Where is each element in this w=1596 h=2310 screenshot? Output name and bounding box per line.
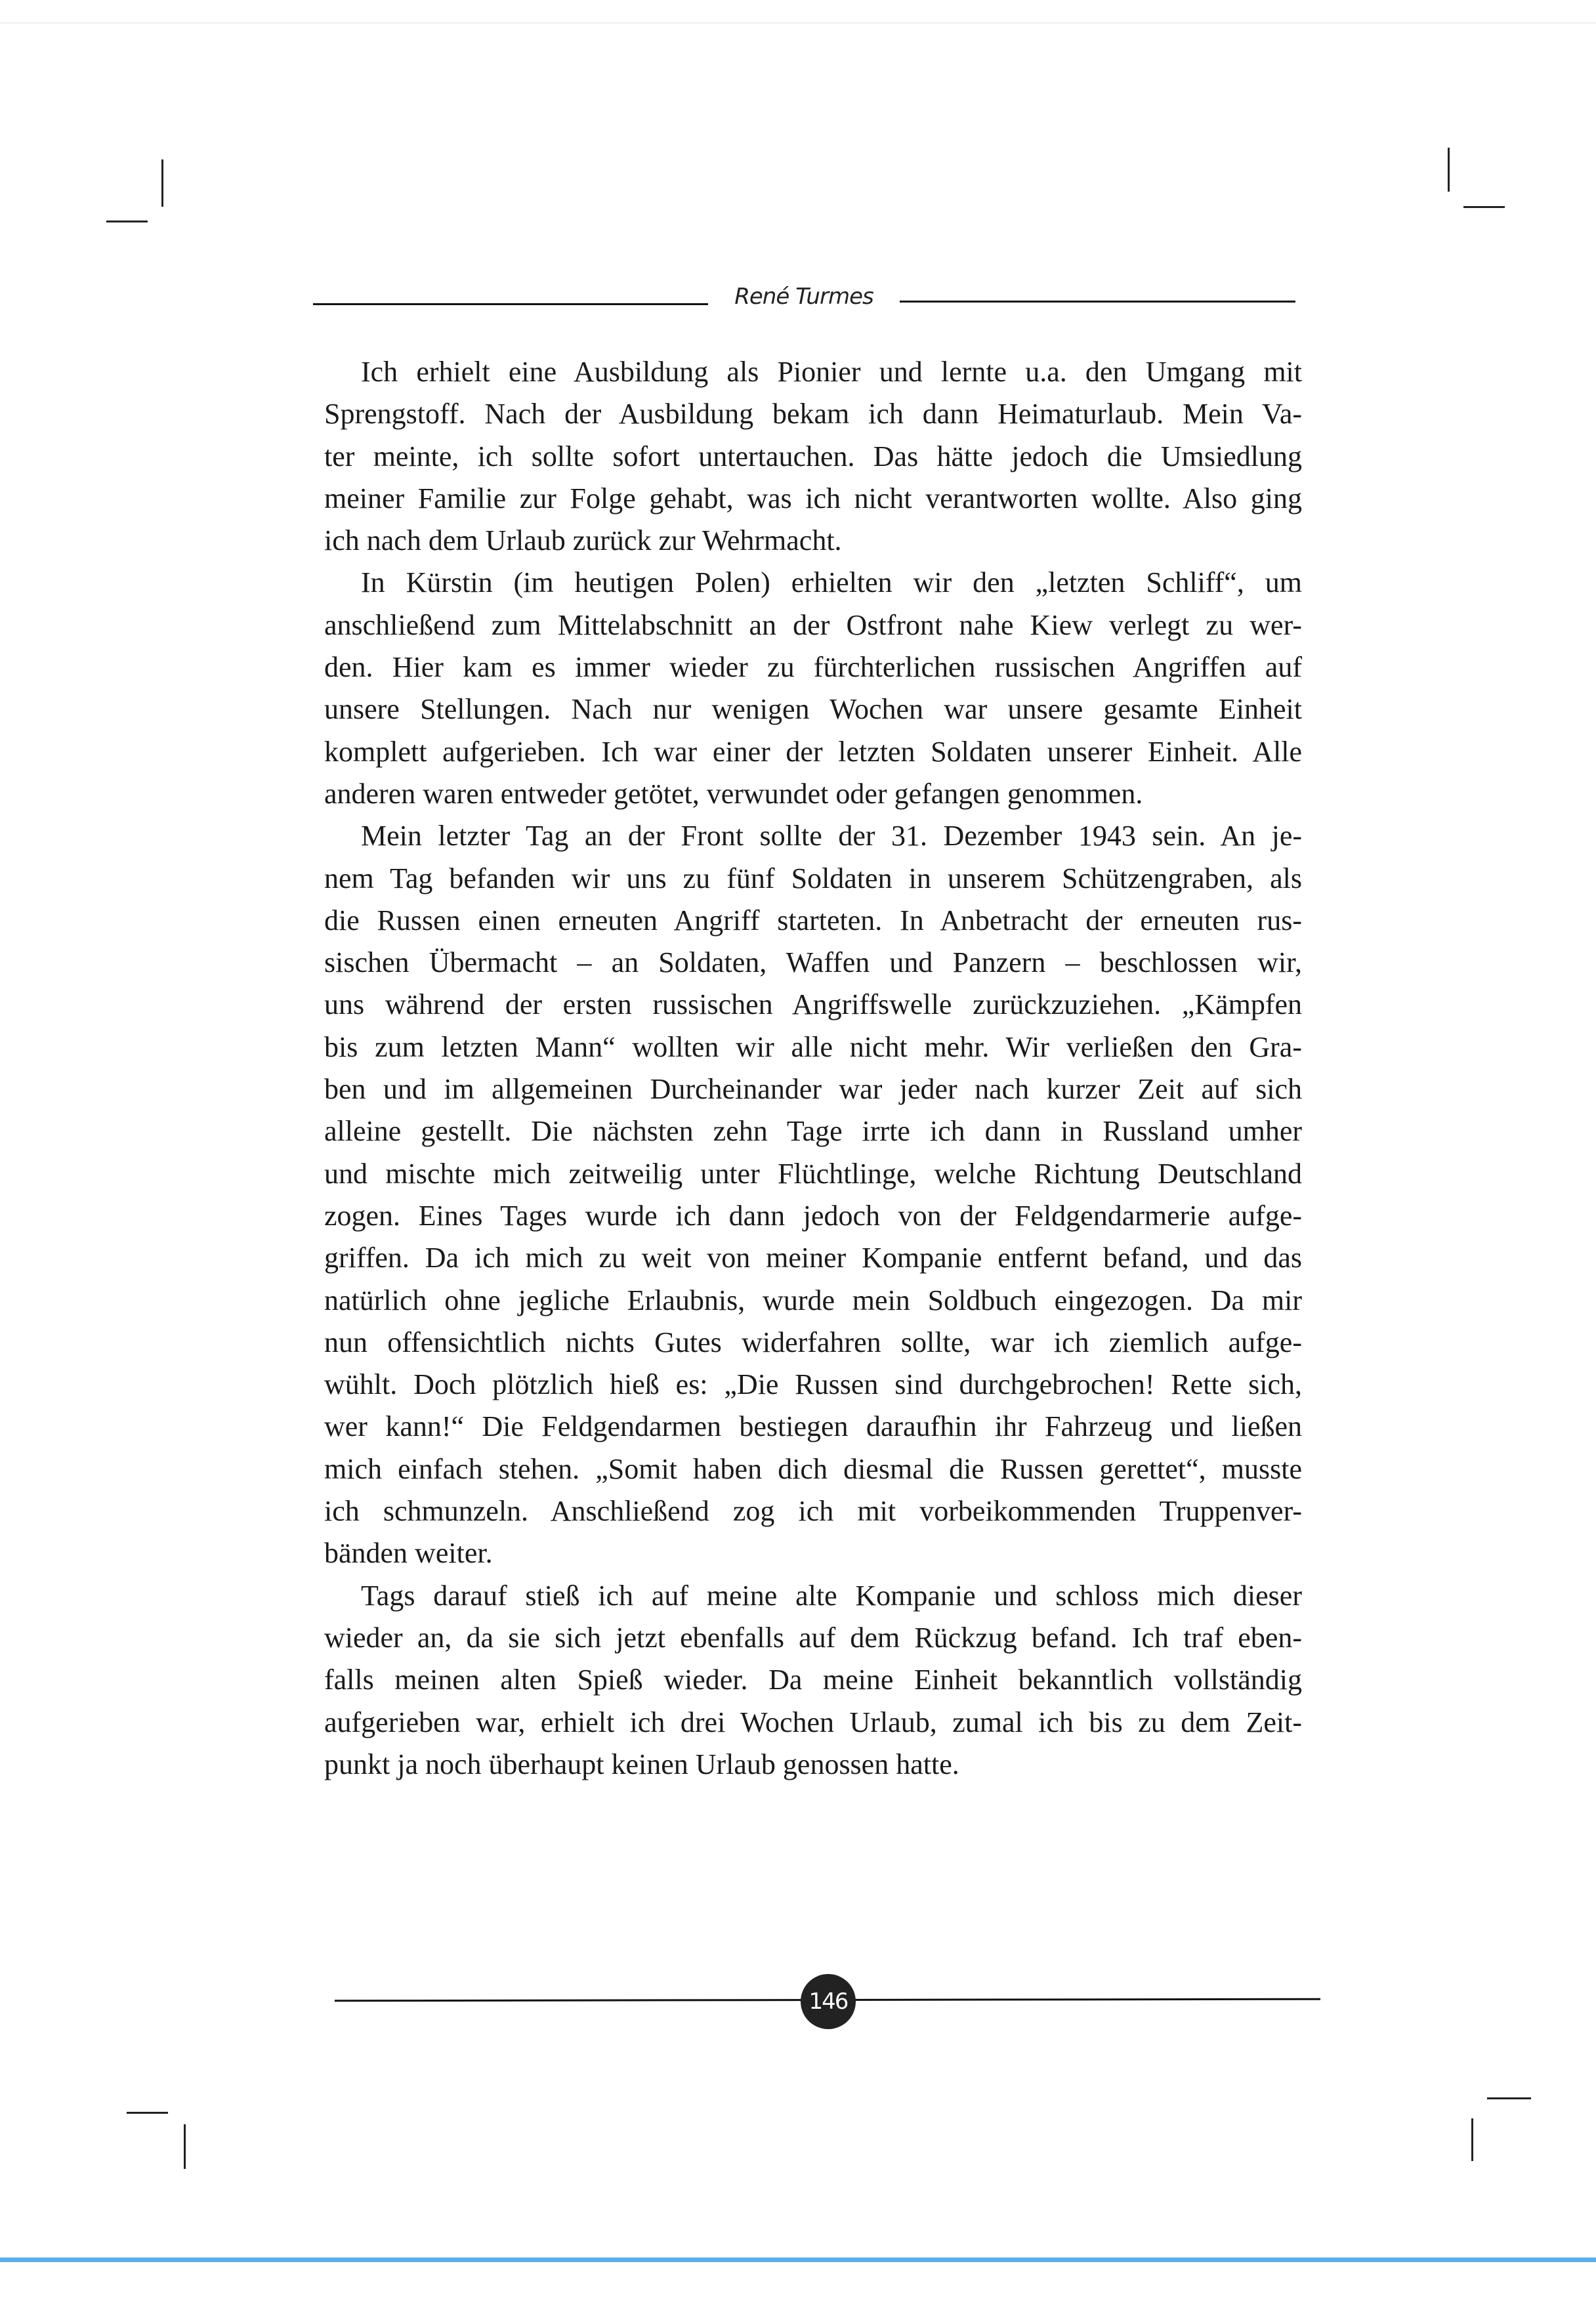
text-line: alleine gestellt. Die nächsten zehn Tage irrte ich dann in Russland umher bbox=[324, 1115, 1302, 1148]
text-line: nem Tag befanden wir uns zu fünf Soldaten in unserem Schützengraben, als bbox=[324, 862, 1302, 894]
scan-bottom-rule bbox=[0, 2258, 1596, 2262]
text-line: anderen waren entweder getötet, verwundet oder gefangen genommen. bbox=[324, 777, 1143, 810]
crop-mark-bottom-right-horizontal bbox=[1487, 2097, 1531, 2099]
text-line: griffen. Da ich mich zu weit von meiner Kompanie entfernt befand, und das bbox=[324, 1242, 1302, 1274]
text-line: ter meinte, ich sollte sofort untertauchen. Das hätte jedoch die Umsiedlung bbox=[324, 440, 1302, 472]
text-line: Sprengstoff. Nach der Ausbildung bekam ich dann Heimaturlaub. Mein Va- bbox=[324, 398, 1302, 430]
text-line: den. Hier kam es immer wieder zu fürchterlichen russischen Angriffen auf bbox=[324, 651, 1302, 684]
crop-mark-top-left-vertical bbox=[161, 159, 163, 207]
text-line: und mischte mich zeitweilig unter Flüchtlinge, welche Richtung Deutschland bbox=[324, 1157, 1302, 1190]
text-line: anschließend zum Mittelabschnitt an der Ostfront nahe Kiew verlegt zu wer- bbox=[324, 608, 1302, 641]
crop-mark-top-right-horizontal bbox=[1463, 206, 1505, 208]
text-line: bänden weiter. bbox=[324, 1537, 493, 1570]
text-line: ben und im allgemeinen Durcheinander war jeder nach kurzer Zeit auf sich bbox=[324, 1073, 1302, 1106]
text-line: uns während der ersten russischen Angriffswelle zurückzuziehen. „Kämpfen bbox=[324, 988, 1302, 1021]
text-line: natürlich ohne jegliche Erlaubnis, wurde mein Soldbuch eingezogen. Da mir bbox=[324, 1284, 1302, 1316]
text-line: bis zum letzten Mann“ wollten wir alle nicht mehr. Wir verließen den Gra- bbox=[324, 1030, 1302, 1063]
page-number-badge: 146 bbox=[801, 1974, 856, 2029]
text-line: unsere Stellungen. Nach nur wenigen Wochen war unsere gesamte Einheit bbox=[324, 693, 1302, 726]
text-line: sischen Übermacht – an Soldaten, Waffen und Panzern – beschlossen wir, bbox=[324, 946, 1302, 979]
header-rule-left bbox=[313, 303, 708, 305]
text-line: Tags darauf stieß ich auf meine alte Kompanie und schloss mich dieser bbox=[361, 1579, 1302, 1612]
text-line: wühlt. Doch plötzlich hieß es: „Die Russen sind durchgebrochen! Rette sich, bbox=[324, 1368, 1302, 1401]
running-header-author: René Turmes bbox=[734, 284, 873, 310]
scan-edge-line bbox=[0, 22, 1596, 24]
text-line: die Russen einen erneuten Angriff starteten. In Anbetracht der erneuten rus- bbox=[324, 904, 1302, 936]
crop-mark-bottom-left-vertical bbox=[184, 2124, 186, 2169]
text-line: wer kann!“ Die Feldgendarmen bestiegen daraufhin ihr Fahrzeug und ließen bbox=[324, 1410, 1302, 1443]
text-line: nun offensichtlich nichts Gutes widerfahren sollte, war ich ziemlich aufge- bbox=[324, 1326, 1302, 1358]
text-line: mich einfach stehen. „Somit haben dich diesmal die Russen gerettet“, musste bbox=[324, 1452, 1302, 1485]
text-line: In Kürstin (im heutigen Polen) erhielten wir den „letzten Schliff“, um bbox=[361, 566, 1302, 599]
text-line: ich nach dem Urlaub zurück zur Wehrmacht. bbox=[324, 524, 842, 557]
text-line: komplett aufgerieben. Ich war einer der letzten Soldaten unserer Einheit. Alle bbox=[324, 735, 1302, 768]
header-rule-right bbox=[900, 301, 1295, 303]
text-line: punkt ja noch überhaupt keinen Urlaub genossen hatte. bbox=[324, 1748, 959, 1780]
text-line: ich schmunzeln. Anschließend zog ich mit vorbeikommenden Truppenver- bbox=[324, 1495, 1302, 1528]
text-line: meiner Familie zur Folge gehabt, was ich nicht verantworten wollte. Also ging bbox=[324, 482, 1302, 514]
text-line: falls meinen alten Spieß wieder. Da meine Einheit bekanntlich vollständig bbox=[324, 1664, 1302, 1696]
crop-mark-top-right-vertical bbox=[1448, 148, 1450, 192]
text-line: Ich erhielt eine Ausbildung als Pionier und lernte u.a. den Umgang mit bbox=[361, 356, 1302, 388]
crop-mark-bottom-right-vertical bbox=[1471, 2118, 1473, 2161]
text-line: wieder an, da sie sich jetzt ebenfalls auf dem Rückzug befand. Ich traf eben- bbox=[324, 1621, 1302, 1654]
text-line: Mein letzter Tag an der Front sollte der 31. Dezember 1943 sein. An je- bbox=[361, 820, 1302, 852]
text-line: zogen. Eines Tages wurde ich dann jedoch von der Feldgendarmerie aufge- bbox=[324, 1199, 1302, 1232]
crop-mark-top-left-horizontal bbox=[106, 220, 148, 222]
text-line: aufgerieben war, erhielt ich drei Wochen Urlaub, zumal ich bis zu dem Zeit- bbox=[324, 1706, 1302, 1738]
crop-mark-bottom-left-horizontal bbox=[127, 2112, 168, 2114]
body-text bbox=[324, 351, 1302, 1786]
